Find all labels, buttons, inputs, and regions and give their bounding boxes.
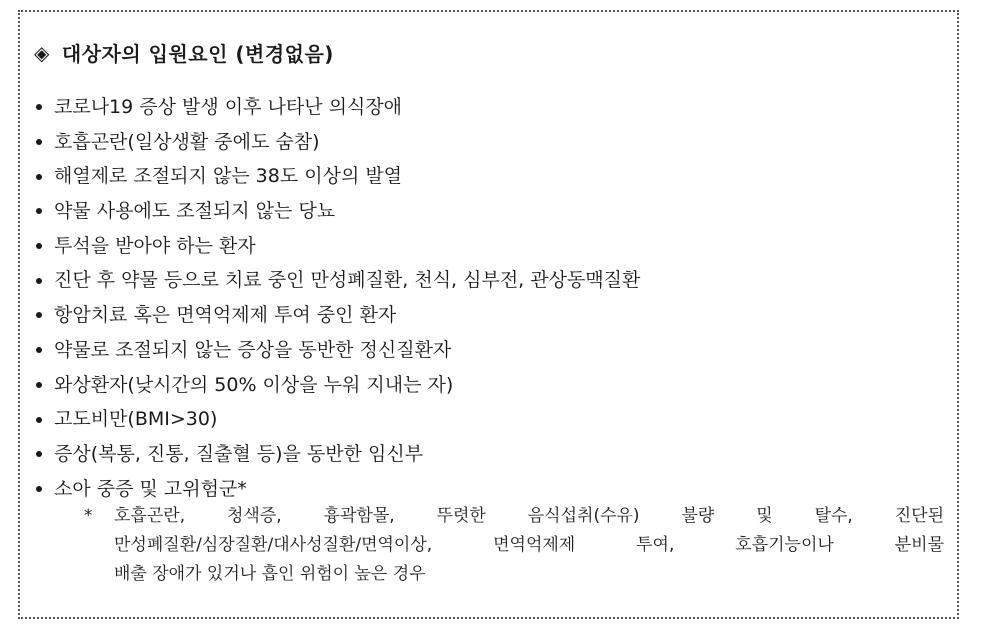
bullet-icon [36, 347, 42, 353]
list-item [34, 402, 640, 437]
bullet-icon [36, 243, 42, 249]
list-item-text: 진단 후 약물 등으로 치료 중인 만성폐질환, 천식, 심부전, 관상동맥질환 [54, 269, 641, 292]
footnote-line: 호흡곤란, 청색증, 흉곽함몰, 뚜렷한 음식섭취(수유) 불량 및 탈수, 진단된 [114, 506, 944, 526]
list-item-text: 고도비만(BMI>30) [54, 408, 218, 431]
list-item [34, 194, 640, 229]
list-item [34, 298, 640, 333]
heading-title: 대상자의 입원요인 (변경없음) [61, 42, 334, 66]
criteria-box [18, 10, 959, 619]
bullet-icon [36, 486, 42, 492]
list-item [34, 125, 640, 160]
list-item [34, 90, 640, 125]
bullet-icon [36, 312, 42, 318]
list-item-text: 해열제로 조절되지 않는 38도 이상의 발열 [54, 165, 403, 188]
admission-criteria-list [34, 90, 640, 506]
bullet-icon [36, 104, 42, 110]
list-item-text: 코로나19 증상 발생 이후 나타난 의식장애 [54, 96, 403, 118]
bullet-icon [36, 417, 42, 423]
bullet-icon [36, 278, 42, 284]
list-item [34, 368, 640, 403]
list-item [34, 333, 640, 368]
list-item-text: 항암치료 혹은 면역억제제 투여 중인 환자 [54, 304, 397, 327]
list-item [34, 437, 640, 472]
bullet-icon [36, 139, 42, 145]
bullet-icon [36, 451, 42, 457]
list-item [34, 263, 640, 298]
bullet-icon [36, 174, 42, 180]
list-item-text: 소아 중증 및 고위험군* [54, 477, 247, 500]
list-item-text: 투석을 받아야 하는 환자 [54, 234, 256, 257]
section-heading [34, 38, 334, 67]
footnote-marker: * [84, 506, 93, 526]
bullet-icon [36, 208, 42, 214]
diamond-icon: ◈ [34, 40, 50, 65]
footnote [84, 502, 944, 589]
list-item [34, 159, 640, 194]
list-item-text: 증상(복통, 진통, 질출혈 등)을 동반한 임신부 [54, 442, 424, 465]
footnote-line: 배출 장애가 있거나 흡인 위험이 높은 경우 [114, 564, 426, 584]
bullet-icon [36, 382, 42, 388]
list-item-text: 와상환자(낮시간의 50% 이상을 누워 지내는 자) [54, 373, 454, 396]
list-item-text: 호흡곤란(일상생활 중에도 숨참) [54, 130, 320, 153]
footnote-line: 만성폐질환/심장질환/대사성질환/면역이상, 면역억제제 투여, 호흡기능이나 분비물 [114, 535, 944, 555]
list-item-text: 약물로 조절되지 않는 증상을 동반한 정신질환자 [54, 338, 452, 361]
list-item-text: 약물 사용에도 조절되지 않는 당뇨 [54, 200, 336, 223]
list-item [34, 229, 640, 264]
